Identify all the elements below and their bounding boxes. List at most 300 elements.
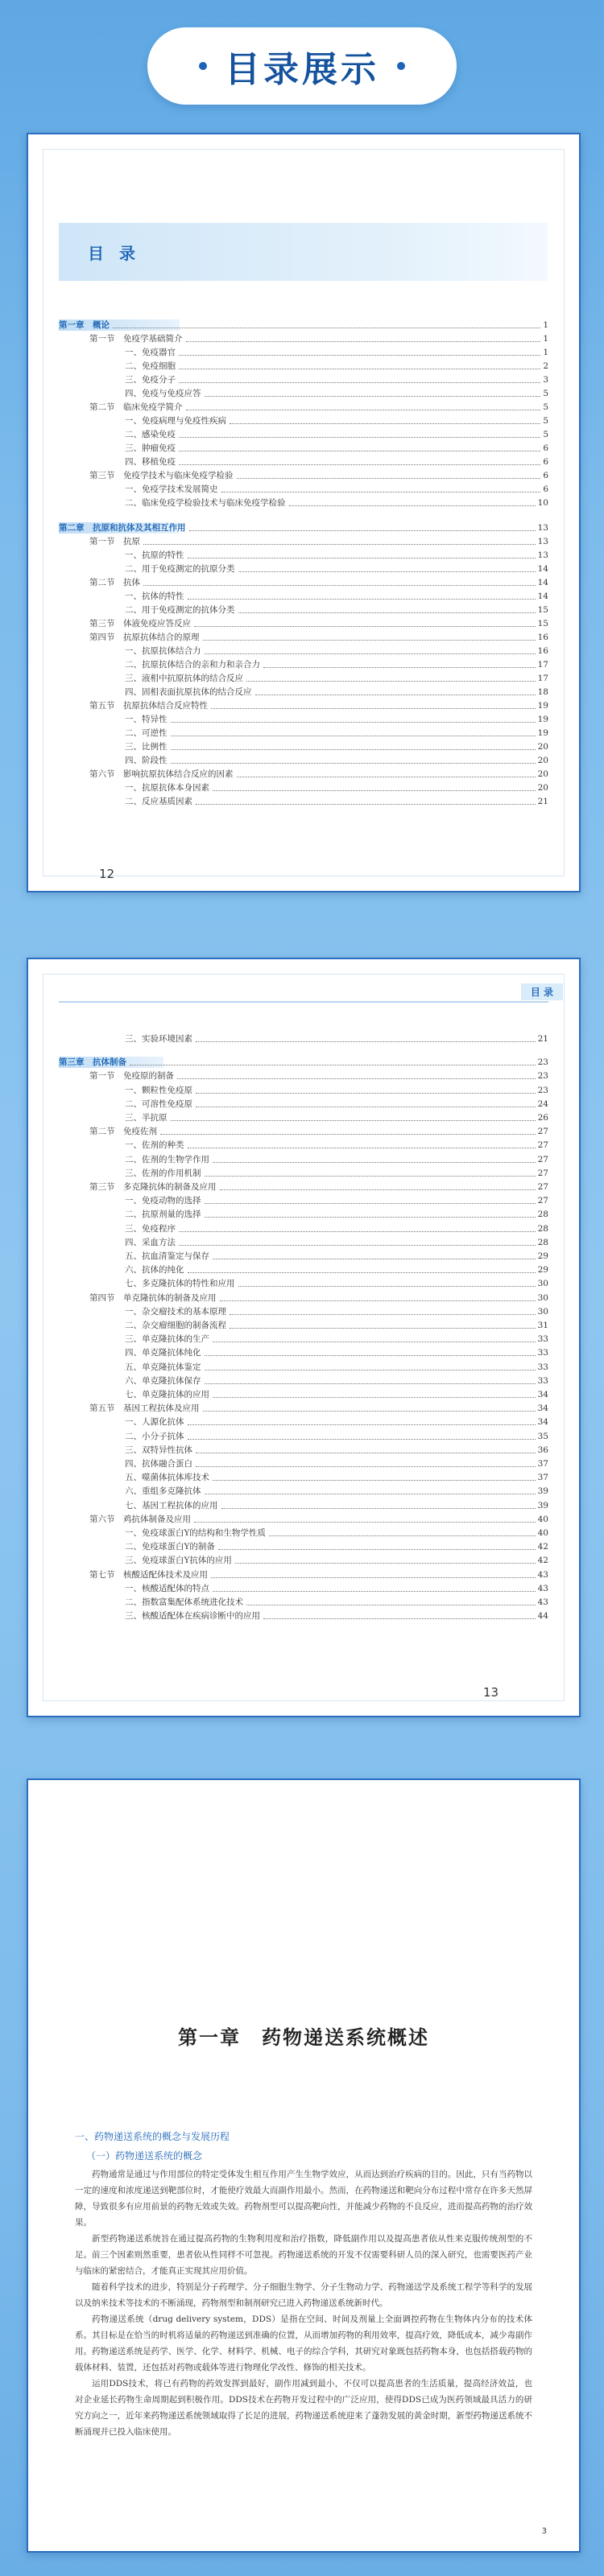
toc-item [125, 1033, 548, 1045]
page-number: 12 [99, 867, 115, 881]
toc-entry-page: 29 [537, 1265, 548, 1276]
dot-leader [230, 1314, 536, 1315]
toc-item [125, 1237, 548, 1248]
toc-item [125, 1583, 548, 1594]
toc-page-2 [27, 958, 581, 1717]
toc-entry-page: 27 [537, 1182, 548, 1192]
dot-leader [196, 1093, 536, 1094]
toc-entry-page: 44 [537, 1611, 548, 1622]
toc-item [125, 1320, 548, 1331]
paragraph: 新型药物递送系统旨在通过提高药物的生物利用度和治疗指数，降低副作用以及提高患者依从性来克服传统剂型的不足。前三个因素则然重要，患者依从性同样不可忽视。药物递送系统的开发不仅需要科研人员的深入研究，也需要医药产业与临床的紧密结合，才能真正实现其应用价值。 [75, 2234, 532, 2276]
toc-entry-page: 39 [537, 1486, 548, 1497]
toc-item [125, 1610, 548, 1622]
toc-section [89, 1569, 548, 1581]
toc-entry-title: 第七节 核酸适配体技术及应用 [89, 1569, 208, 1580]
toc-entry-title: 四、单克隆抗体纯化 [125, 1348, 201, 1358]
toc-entry-page: 27 [537, 1140, 548, 1151]
toc-entry-page: 10 [537, 498, 548, 508]
toc-entry-title: 三、半抗原 [125, 1113, 168, 1123]
toc-entry-page: 2 [543, 361, 548, 371]
toc-entry-title: 一、免疫学技术发展简史 [125, 484, 218, 494]
toc-entry-page: 6 [543, 484, 548, 494]
toc-item [125, 563, 548, 575]
dot-leader [205, 1217, 536, 1218]
page-number: 13 [483, 1685, 499, 1700]
toc-entry-title: 四、抗体融合蛋白 [125, 1459, 192, 1469]
toc-entry-title: 四、移植免疫 [125, 457, 176, 467]
dot-leader [211, 1577, 536, 1578]
toc-entry-title: 第五节 基因工程抗体及应用 [89, 1403, 200, 1414]
toc-section [89, 632, 548, 643]
toc-entry-page: 3 [543, 375, 548, 385]
toc-entry-title: 二、抗原剂量的选择 [125, 1210, 201, 1220]
toc-entry-title: 二、可溶性免疫原 [125, 1098, 192, 1109]
toc-entry-page: 5 [543, 416, 548, 426]
dot-leader [143, 585, 536, 586]
toc-entry-title: 一、抗原的特性 [125, 550, 184, 560]
toc-entry-page: 43 [537, 1597, 548, 1607]
toc-entry-title: 三、实验环境因素 [125, 1034, 192, 1044]
dot-leader [143, 544, 536, 545]
toc-section [89, 700, 548, 711]
toc-entry-title: 一、抗原抗体本身因素 [125, 783, 209, 793]
toc-entry-page: 27 [537, 1127, 548, 1137]
toc-entry-title: 二、临床免疫学检验技术与临床免疫学检验 [125, 498, 286, 508]
dot-leader [238, 1286, 536, 1287]
toc-item [125, 1168, 548, 1179]
dot-icon [199, 62, 207, 70]
toc-entry-title: 一、免疫器官 [125, 348, 176, 357]
toc-entry-page: 6 [543, 443, 548, 453]
toc-entry-page: 30 [537, 1306, 548, 1317]
toc-entry-title: 一、免疫病理与免疫性疾病 [125, 416, 226, 426]
toc-entry-page: 14 [537, 578, 548, 587]
toc-item [125, 1085, 548, 1096]
toc-item [125, 782, 548, 793]
toc-entry-page: 19 [537, 728, 548, 738]
toc-entry-page: 21 [537, 797, 548, 806]
toc-entry-page: 20 [537, 769, 548, 779]
dot-leader [246, 681, 536, 682]
toc-item [125, 374, 548, 385]
dot-leader [230, 1328, 536, 1329]
dot-leader [213, 1162, 536, 1163]
toc-item [125, 550, 548, 561]
toc-entry-title: 一、颗粒性免疫原 [125, 1085, 192, 1095]
toc-entry-page: 30 [537, 1279, 548, 1289]
toc-entry-page: 33 [537, 1375, 548, 1386]
toc-entry-page: 27 [537, 1196, 548, 1206]
toc-item [125, 1140, 548, 1151]
toc-entry-title: 二、可逆性 [125, 728, 168, 738]
toc-entry-title: 二、指数富集配体系统进化技术 [125, 1597, 243, 1607]
toc-chapter [59, 319, 548, 331]
dot-leader [218, 1549, 536, 1550]
toc-entry-page: 28 [537, 1223, 548, 1234]
toc-entry-title: 三、核酸适配体在疾病诊断中的应用 [125, 1611, 260, 1622]
banner-title: 目录展示 [225, 49, 379, 90]
toc-entry-title: 第四节 单克隆抗体的制备及应用 [89, 1292, 217, 1303]
toc-entry-page: 23 [537, 1057, 548, 1068]
dot-leader [289, 505, 536, 506]
toc-item [125, 727, 548, 739]
toc-entry-page: 33 [537, 1348, 548, 1358]
toc-entry-title: 一、免疫球蛋白Y的结构和生物学性质 [125, 1528, 266, 1538]
dot-leader [177, 1078, 536, 1079]
dot-leader [179, 1245, 536, 1246]
toc-entry-page: 26 [537, 1113, 548, 1123]
dot-leader [179, 382, 540, 383]
toc-entry-title: 第二节 临床免疫学简介 [89, 402, 183, 412]
toc-entry-title: 第六节 鸡抗体制备及应用 [89, 1514, 191, 1524]
toc-entry-title: 第六节 影响抗原抗体结合反应的因素 [89, 769, 234, 779]
toc-entry-page: 40 [537, 1528, 548, 1538]
toc-section [89, 618, 548, 629]
toc-item [125, 796, 548, 807]
toc-entry-page: 40 [537, 1514, 548, 1524]
dot-leader [171, 763, 536, 764]
toc-entry-page: 27 [537, 1168, 548, 1178]
toc-entry-title: 二、抗原抗体结合的亲和力和亲合力 [125, 660, 260, 670]
toc-entry-page: 33 [537, 1334, 548, 1345]
toc-item [125, 1347, 548, 1358]
toc-entry-page: 37 [537, 1473, 548, 1483]
toc-item [125, 1527, 548, 1539]
header-rule [59, 1001, 548, 1003]
dot-leader [211, 708, 536, 709]
toc-entry-page: 16 [537, 633, 548, 642]
toc-entry-title: 二、用于免疫测定的抗体分类 [125, 605, 235, 615]
dot-leader [238, 612, 536, 613]
toc-entry-title: 二、免疫球蛋白Y的制备 [125, 1542, 215, 1552]
toc-entry-title: 四、采血方法 [125, 1237, 176, 1247]
toc-entry-page: 1 [543, 348, 548, 357]
toc-entry-title: 七、多克隆抗体的特性和应用 [125, 1279, 235, 1289]
toc-item [125, 741, 548, 752]
toc-entry-title: 第一章 概论 [59, 320, 110, 330]
toc-entry-title: 二、用于免疫测定的抗原分类 [125, 564, 235, 574]
toc-item [125, 1416, 548, 1428]
toc-section [89, 1292, 548, 1304]
toc-entry-page: 23 [537, 1071, 548, 1082]
dot-icon [397, 62, 405, 70]
dot-leader [171, 722, 536, 723]
toc-entry-page: 39 [537, 1500, 548, 1511]
toc-entry-page: 33 [537, 1362, 548, 1372]
toc-entry-page: 29 [537, 1251, 548, 1261]
dot-leader [205, 1203, 536, 1204]
toc-item [125, 1431, 548, 1442]
toc-item [125, 755, 548, 766]
dot-leader [269, 1535, 536, 1536]
subsection-title: （一）药物递送系统的概念 [86, 2150, 203, 2162]
toc-entry-page: 20 [537, 783, 548, 793]
toc-item [125, 484, 548, 495]
dot-leader [189, 530, 536, 531]
toc-entry-page: 28 [537, 1237, 548, 1247]
toc-entry-title: 三、液相中抗原抗体的结合反应 [125, 674, 243, 683]
toc-entry-title: 一、免疫动物的选择 [125, 1196, 201, 1206]
toc-entry-title: 第三章 抗体制备 [59, 1057, 126, 1068]
toc-entry-page: 43 [537, 1569, 548, 1580]
toc-item [125, 1472, 548, 1483]
toc-item [125, 1195, 548, 1206]
toc-item [125, 1098, 548, 1110]
toc-entry-page: 13 [537, 523, 548, 533]
toc-entry-title: 第一节 免疫原的制备 [89, 1071, 174, 1082]
toc-item [125, 1209, 548, 1220]
dot-leader [213, 1591, 536, 1592]
toc-section [89, 470, 548, 481]
toc-item [125, 714, 548, 725]
toc-entry-title: 五、抗血清鉴定与保存 [125, 1251, 209, 1261]
dot-leader [188, 1272, 536, 1273]
toc-section [89, 1126, 548, 1137]
toc-entry-title: 一、杂交瘤技术的基本原理 [125, 1306, 226, 1317]
toc-entry-page: 42 [537, 1556, 548, 1566]
toc-section [89, 577, 548, 588]
toc-section [89, 1403, 548, 1414]
toc-entry-title: 一、人源化抗体 [125, 1417, 184, 1428]
toc-item [125, 415, 548, 427]
toc-entry-title: 第三节 多克隆抗体的制备及应用 [89, 1182, 217, 1192]
toc-entry-page: 19 [537, 715, 548, 724]
toc-item [125, 1500, 548, 1511]
chapter-page [27, 1778, 581, 2553]
toc-entry-title: 二、佐剂的生物学作用 [125, 1154, 209, 1164]
toc-item [125, 347, 548, 358]
toc-entry-page: 1 [543, 334, 548, 344]
toc-item [125, 429, 548, 440]
toc-entry-page: 31 [537, 1321, 548, 1330]
dot-leader [196, 1466, 536, 1467]
toc-entry-page: 5 [543, 430, 548, 439]
toc-entry-title: 三、单克隆抗体的生产 [125, 1334, 209, 1345]
dot-leader [205, 1383, 536, 1384]
toc-section [89, 402, 548, 413]
toc-entry-title: 第三节 体液免疫应答反应 [89, 619, 191, 629]
toc-item [125, 1154, 548, 1165]
toc-item [125, 1375, 548, 1387]
dot-leader [263, 1618, 536, 1619]
toc-entry-title: 三、免疫程序 [125, 1223, 176, 1234]
toc-entry-page: 13 [537, 537, 548, 546]
toc-item [125, 1458, 548, 1469]
toc-entry-title: 第二章 抗原和抗体及其相互作用 [59, 523, 186, 533]
toc-entry-title: 一、特异性 [125, 715, 168, 724]
toc-entry-title: 六、抗体的纯化 [125, 1265, 184, 1276]
toc-entry-page: 15 [537, 605, 548, 615]
toc-item [125, 645, 548, 657]
toc-entry-page: 17 [537, 660, 548, 670]
toc-entry-page: 18 [537, 687, 548, 697]
toc-item [125, 1112, 548, 1123]
dot-leader [205, 396, 541, 397]
toc-item [125, 1362, 548, 1373]
toc-entry-page: 36 [537, 1445, 548, 1455]
toc-entry-title: 一、佐剂的种类 [125, 1140, 184, 1151]
dot-leader [221, 492, 541, 493]
toc-item [125, 456, 548, 468]
toc-entry-page: 15 [537, 619, 548, 629]
paragraph: 运用DDS技术，将已有药物的药效发挥到最好，副作用减到最小，不仅可以提高患者的生活质量，提高经济效益，也对企业延长药物生命周期起到积极作用。DDS技术在药物开发过程中的广泛应用，使得DDS已成为医药领域最具活力的研究方向之一，近年来药物递送系统领域取得了长足的进展，药物递送系统迎来了蓬勃发展的黄金时期，新型药物递送系统不断涌现并已投入临床使用。 [75, 2379, 532, 2437]
dot-leader [213, 790, 536, 791]
paragraph: 药物通常是通过与作用部位的特定受体发生相互作用产生生物学效应，从而达到治疗疾病的目的。因此，只有当药物以一定的速度和浓度递送到靶部位时，才能使疗效最大而副作用最小。然而，在药物递送和靶向分布过程中常存在许多天然屏障，导致很多有应用前景的药物无效或失效。药物剂型可以提高靶向性，并能减少药物的不良反应，进而提高药物的治疗效果。 [75, 2170, 532, 2228]
dot-leader [203, 1411, 536, 1412]
toc-entry-page: 19 [537, 701, 548, 711]
toc-item [125, 1555, 548, 1566]
toc-entry-title: 五、单克隆抗体鉴定 [125, 1362, 201, 1372]
toc-entry-title: 二、杂交瘤细胞的制备流程 [125, 1321, 226, 1330]
toc-heading-bar [59, 223, 548, 281]
toc-item [125, 673, 548, 684]
toc-section [89, 1181, 548, 1193]
toc-entry-title: 第四节 抗原抗体结合的原理 [89, 633, 200, 642]
dot-leader [235, 1563, 536, 1564]
toc-entry-page: 20 [537, 756, 548, 765]
toc-entry-page: 6 [543, 457, 548, 467]
dot-leader [179, 464, 540, 465]
toc-entry-page: 34 [537, 1403, 548, 1414]
toc-item [125, 1251, 548, 1262]
toc-section [89, 536, 548, 547]
toc-entry-page: 21 [537, 1034, 548, 1044]
toc-entry-title: 三、比例性 [125, 742, 168, 752]
toc-entry-page: 37 [537, 1459, 548, 1469]
toc-section [89, 1514, 548, 1525]
dot-leader [220, 1189, 536, 1190]
toc-title: 目 录 [88, 244, 140, 263]
toc-entry-title: 二、免疫细胞 [125, 361, 176, 371]
toc-page-1 [27, 133, 581, 892]
toc-entry-title: 第三节 免疫学技术与临床免疫学检验 [89, 471, 234, 480]
dot-leader [213, 1397, 536, 1398]
dot-leader [238, 571, 536, 572]
toc-entry-page: 6 [543, 471, 548, 480]
toc-item [125, 497, 548, 509]
toc-item [125, 443, 548, 454]
dot-leader [194, 1522, 536, 1523]
toc-item [125, 1264, 548, 1276]
toc-entry-page: 20 [537, 742, 548, 752]
toc-entry-title: 三、肿瘤免疫 [125, 443, 176, 453]
toc-item [125, 1486, 548, 1497]
toc-item [125, 1541, 548, 1552]
dot-leader [171, 1120, 536, 1121]
section-title: 一、药物递送系统的概念与发展历程 [75, 2131, 230, 2142]
dot-leader [205, 1355, 536, 1356]
toc-entry-title: 第二节 免疫佐剂 [89, 1127, 157, 1137]
dot-leader [179, 1231, 536, 1232]
toc-entry-title: 六、单克隆抗体保存 [125, 1375, 201, 1386]
toc-entry-title: 一、抗体的特性 [125, 591, 184, 601]
dot-leader [230, 423, 540, 424]
toc-entry-title: 三、免疫分子 [125, 375, 176, 385]
toc-entry-title: 一、核酸适配体的特点 [125, 1583, 209, 1593]
toc-entry-title: 第二节 抗体 [89, 578, 140, 587]
section-banner [147, 27, 457, 105]
dot-leader [205, 653, 536, 654]
header-tag: 目 录 [521, 983, 563, 1000]
body-text [75, 2166, 532, 2440]
toc-item [125, 591, 548, 602]
toc-entry-title: 三、免疫球蛋白Y抗体的应用 [125, 1556, 232, 1566]
dot-leader [213, 1480, 536, 1481]
toc-section [89, 769, 548, 780]
toc-entry-title: 一、抗原抗体结合力 [125, 646, 201, 656]
chapter-title: 第一章 药物递送系统概述 [178, 2026, 429, 2049]
dot-leader [196, 804, 536, 805]
toc-entry-title: 二、小分子抗体 [125, 1431, 184, 1441]
toc-entry-title: 七、基因工程抗体的应用 [125, 1500, 218, 1511]
toc-entry-page: 24 [537, 1098, 548, 1109]
toc-entry-title: 五、噬菌体抗体库技术 [125, 1473, 209, 1483]
toc-item [125, 1597, 548, 1608]
toc-chapter [59, 522, 548, 534]
toc-entry-page: 34 [537, 1390, 548, 1399]
toc-entry-title: 四、固相表面抗原抗体的结合反应 [125, 687, 252, 697]
toc-entry-page: 43 [537, 1583, 548, 1593]
toc-entry-page: 14 [537, 564, 548, 574]
toc-item [125, 659, 548, 670]
toc-entry-page: 42 [537, 1542, 548, 1552]
toc-entry-page: 5 [543, 402, 548, 412]
toc-entry-page: 13 [537, 550, 548, 560]
dot-leader [220, 1300, 536, 1301]
dot-leader [237, 478, 541, 479]
toc-entry-title: 六、重组多克隆抗体 [125, 1486, 201, 1497]
dot-leader [171, 749, 536, 750]
toc-item [125, 388, 548, 399]
dot-leader [205, 1176, 536, 1177]
dot-leader [188, 599, 536, 600]
toc-entry-title: 四、免疫与免疫应答 [125, 389, 201, 398]
dot-leader [179, 355, 540, 356]
toc-entry-page: 30 [537, 1292, 548, 1303]
dot-leader [186, 341, 541, 342]
toc-entry-page: 17 [537, 674, 548, 683]
toc-section [89, 1070, 548, 1082]
toc-entry-title: 四、阶段性 [125, 756, 168, 765]
toc-entry-page: 23 [537, 1085, 548, 1095]
toc-chapter [59, 1057, 548, 1068]
page-number: 3 [541, 2527, 547, 2536]
toc-item [125, 1223, 548, 1234]
toc-section [89, 333, 548, 344]
dot-leader [196, 1041, 536, 1042]
toc-entry-title: 第五节 抗原抗体结合反应特性 [89, 701, 208, 711]
toc-entry-page: 16 [537, 646, 548, 656]
toc-entry-title: 二、感染免疫 [125, 430, 176, 439]
dot-leader [188, 1424, 536, 1425]
dot-leader [203, 640, 536, 641]
paragraph: 药物递送系统（drug delivery system，DDS）是指在空间、时间及剂量上全面调控药物在生物体内分布的技术体系。其目标是在恰当的时机将适量的药物递送到准确的位置，从而增加药物的利用效率，提高疗效，降低成本，减少毒副作用。药物递送系统是药学、医学、化学、材料学、机械、电子的综合学科，其研究对象既包括药物本身，也包括搭载药物的载体材料、装置，还包括对药物或载体等进行物理化学改性、修饰的相关技术。 [75, 2314, 532, 2372]
dot-leader [263, 667, 536, 668]
toc-entry-page: 1 [543, 320, 548, 330]
toc-item [125, 1445, 548, 1456]
toc-entry-page: 5 [543, 389, 548, 398]
toc-item [125, 686, 548, 698]
toc-entry-title: 七、单克隆抗体的应用 [125, 1390, 209, 1399]
dot-leader [194, 626, 536, 627]
toc-entry-title: 三、佐剂的作用机制 [125, 1168, 201, 1178]
toc-item [125, 1389, 548, 1400]
toc-item [125, 361, 548, 372]
dot-leader [188, 1439, 536, 1440]
toc-entry-title: 三、双特异性抗体 [125, 1445, 192, 1455]
toc-item [125, 1333, 548, 1345]
toc-entry-page: 35 [537, 1431, 548, 1441]
